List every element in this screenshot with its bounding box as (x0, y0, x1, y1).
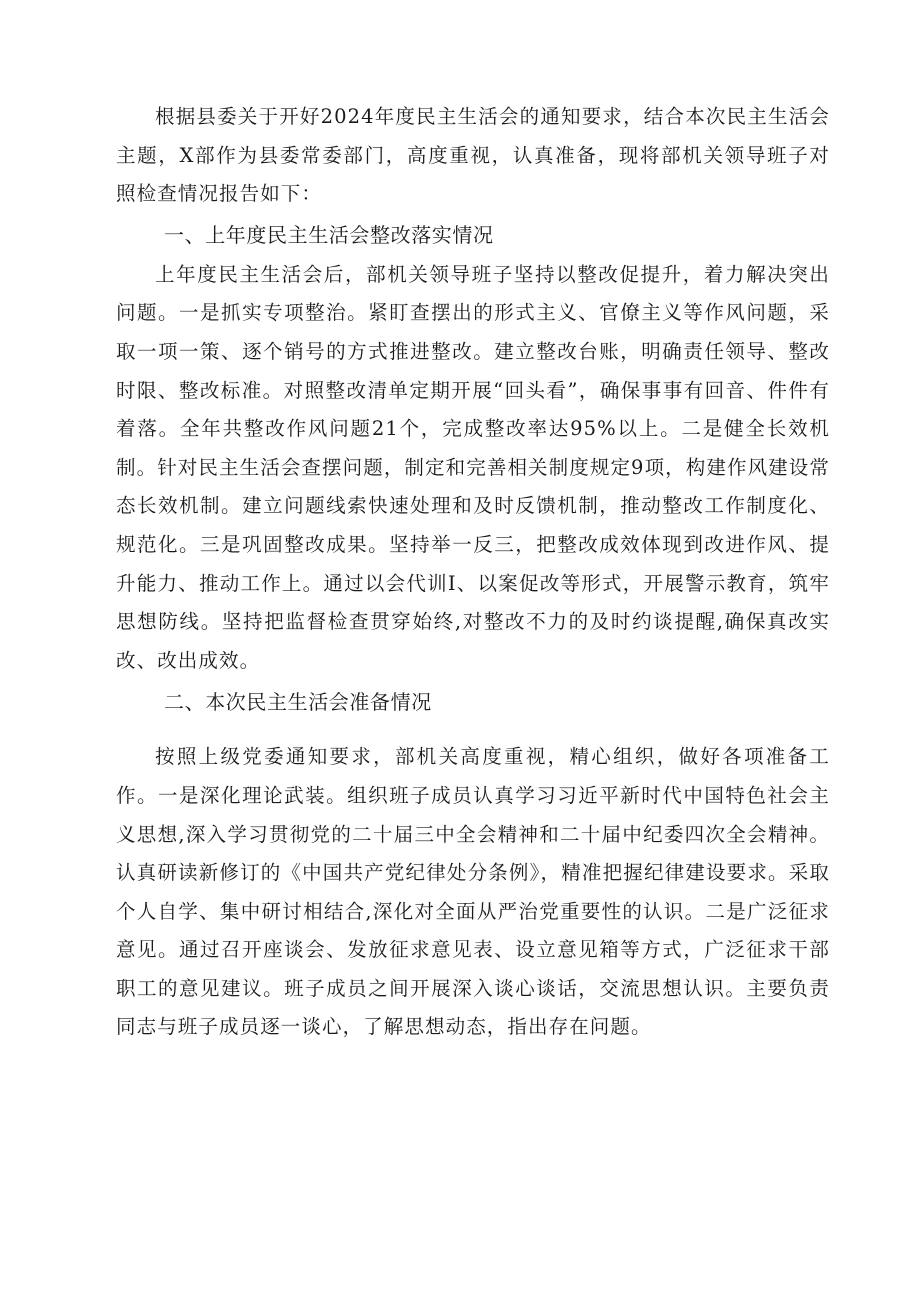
intro-paragraph: 根据县委关于开好2024年度民主生活会的通知要求，结合本次民主生活会主题，X部作为县委常委部门，高度重视，认真准备，现将部机关领导班子对照检查情况报告如下： (116, 105, 830, 206)
section-1-heading: 一、上年度民主生活会整改落实情况 (164, 222, 494, 247)
section-2-heading: 二、本次民主生活会准备情况 (164, 690, 432, 715)
document-body (116, 98, 830, 1047)
section-1-paragraph: 上年度民主生活会后，部机关领导班子坚持以整改促提升，着力解决突出问题。一是抓实专项整治。紧盯查摆出的形式主义、官僚主义等作风问题，采取一项一策、逐个销号的方式推进整改。建立整改台账，明确责任领导、整改时限、整改标准。对照整改清单定期开展“回头看”，确保事事有回音、件件有着落。全年共整改作风问题21个，完成整改率达95%以上。二是健全长效机制。针对民主生活会查摆问题，制定和完善相关制度规定9项，构建作风建设常态长效机制。建立问题线索快速处理和及时反馈机制，推动整改工作制度化、规范化。三是巩固整改成果。坚持举一反三，把整改成效体现到改进作风、提升能力、推动工作上。通过以会代训I、以案促改等形式，开展警示教育，筑牢思想防线。坚持把监督检查贯穿始终,对整改不力的及时约谈提醒,确保真改实改、改出成效。 (116, 262, 830, 672)
section-2-paragraph: 按照上级党委通知要求，部机关高度重视，精心组织，做好各项准备工作。一是深化理论武装。组织班子成员认真学习习近平新时代中国特色社会主义思想,深入学习贯彻党的二十届三中全会精神和二十届中纪委四次全会精神。认真研读新修订的《中国共产党纪律处分条例》，精准把握纪律建设要求。采取个人自学、集中研讨相结合,深化对全面从严治党重要性的认识。二是广泛征求意见。通过召开座谈会、发放征求意见表、设立意见箱等方式，广泛征求干部职工的意见建议。班子成员之间开展深入谈心谈话，交流思想认识。主要负责同志与班子成员逐一谈心，了解思想动态，指出存在问题。 (116, 745, 830, 1039)
